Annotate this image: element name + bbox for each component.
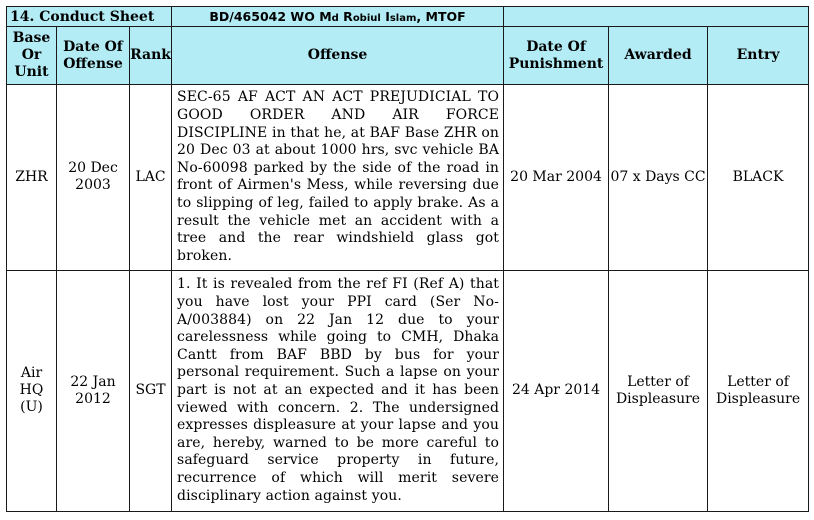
service-number: BD/465042	[209, 9, 287, 25]
title-row	[7, 7, 809, 27]
section-title: 14. Conduct Sheet	[7, 7, 172, 27]
date-of-offense-cell: 20 Dec 2003	[57, 85, 130, 270]
date-of-punishment-cell: 24 Apr 2014	[504, 270, 609, 512]
entry-cell: Letter of Displeasure	[708, 270, 809, 512]
offense-cell: 1. It is revealed from the ref FI (Ref A) that you have lost your PPI card (Ser No-A/003884) on 22 Jan 12 due to your carelessness while going to CMH, Dhaka Cantt from BAF BBD by bus for your personal requirement. Such a lapse on your part is not at an expected and it has been viewed with concern. 2. The undersigned expresses displeasure at your lapse and you are, hereby, warned to be more careful to safeguard service property in future, recurrence of which will merit severe disciplinary action against you.	[172, 270, 504, 512]
column-header-row	[7, 27, 809, 85]
table-row	[7, 270, 809, 512]
header-offense: Offense	[172, 27, 504, 85]
base-cell: ZHR	[7, 85, 57, 270]
conduct-sheet-table	[6, 6, 809, 512]
header-rank: Rank	[130, 27, 172, 85]
service-member-rank: WO	[290, 9, 315, 25]
awarded-cell: 07 x Days CC	[609, 85, 708, 270]
header-date-of-offense: Date Of Offense	[57, 27, 130, 85]
service-member-trade: MTOF	[425, 9, 466, 25]
entry-cell: BLACK	[708, 85, 809, 270]
title-blank-cell	[504, 7, 809, 27]
date-of-punishment-cell: 20 Mar 2004	[504, 85, 609, 270]
offense-cell: SEC-65 AF ACT AN ACT PREJUDICIAL TO GOOD ORDER AND AIR FORCE DISCIPLINE in that he, at BAF Base ZHR on 20 Dec 03 at about 1000 hrs, svc vehicle BA No-60098 parked by the side of the road in front of Airmen's Mess, while reversing due to slipping of leg, failed to apply brake. As a result the vehicle met an accident with a tree and the rear windshield glass got broken.	[172, 85, 504, 270]
header-awarded: Awarded	[609, 27, 708, 85]
service-member-identity: BD/465042 WO Md Robiul Islam, MTOF	[172, 7, 504, 27]
header-base-or-unit: Base Or Unit	[7, 27, 57, 85]
header-date-of-punishment: Date Of Punishment	[504, 27, 609, 85]
table-row	[7, 85, 809, 270]
date-of-offense-cell: 22 Jan 2012	[57, 270, 130, 512]
awarded-cell: Letter of Displeasure	[609, 270, 708, 512]
rank-cell: SGT	[130, 270, 172, 512]
header-entry: Entry	[708, 27, 809, 85]
rank-cell: LAC	[130, 85, 172, 270]
base-cell: Air HQ (U)	[7, 270, 57, 512]
